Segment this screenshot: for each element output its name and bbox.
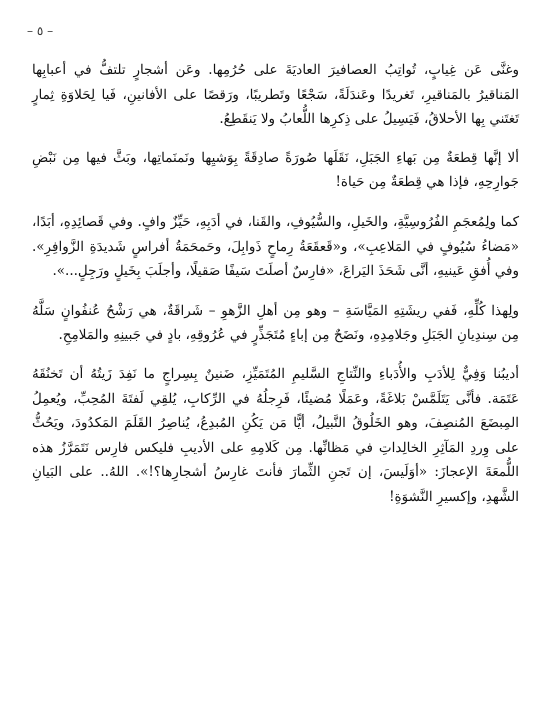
page-number: – ٥ –: [27, 24, 54, 38]
paragraph-2: ألا إنَّها قِطعَةٌ مِن بَهاءِ الجَبَلِ، نَقَلَها صُورَةً صادِقَةً بِوَشيِها ونَمنَماتِها، وبَثَّ فيها مِن نَبْضِ جَوارِحِهِ، فإذا هي قِطعَةٌ مِن حَياة!: [32, 149, 519, 191]
paragraph-3: كما ولِمُعجَمِ الفُرُوسِيَّةِ، والخَيلِ، والسُّيُوفِ، والقَنا، في أدَبِهِ، حَيِّزٌ وافٍ. وفي قَصائِدِهِ، أبَدًا، «مَضاءُ سُيُوفٍ في المَلاعِبِ»، و«قَعقَعَةُ رِماحٍ ذَوابِلَ، وحَمحَمَةُ أفراسٍ شَديدَةِ الزَّوافِرِ». وفي أُفقِ عَينيهِ، أنَّى شَحَذَ اليَراعَ، «فارِسٌ أصلَتَ سَيفًا صَقيلًا، وأجلَبَ بِخَيلٍ ورَجِلٍ...».: [32, 213, 519, 280]
paragraph-4: ولِهذا كُلِّهِ، فَفي ريشَتِهِ المَيَّاسَةِ – وهو مِن أهلِ الزَّهوِ – شَراقَةٌ، هي رَشْحُ عُنفُوانٍ سَلَّهُ مِن سِندِيانِ الجَبَلِ وجَلامِدِهِ، ونَضَحٌ مِن إباءٍ مُتَجَذِّرٍ في عُرُوقِهِ، بادٍ في جَبينِهِ والمَلامِحِ.: [32, 302, 519, 344]
page-body: [32, 58, 519, 524]
paragraph-1: وغنَّى عَن غِيابٍ، تُواتِبُ العصافيرَ العاديَةَ على حُرُمِها. وعَن أشجارٍ تلتفُّ في أعبابِها المَناقيرُ بالمَناقيرِ، تَغريدًا وعَندَلَةً، سَجْعًا وتَطريبًا، ورَقصًا على الأفانينِ، فَيا لِحَلاوَةِ ثِمارٍ تَغتَني بِها الأحلاقُ، فَيَسِيلُ على ذِكرِها اللُّعابُ ولا يَنقَطِعُ.: [32, 62, 519, 128]
paragraph-5: أديبُنا وَفِيٌّ لِلأدَبِ والأُدَباءِ والنِّتاجِ السَّليمِ المُتَمَيِّزِ، ضَنينٌ بِسِراجٍ ما نَفِدَ زَيتُهُ أن تَخنُقَهُ عَتَمَة. فأنَّى يَتَلَمَّسْ بَلاغَةً، وعَمَلًا مُضيئًا، فَرِجلُهُ في الرِّكابِ، يُلقِي لَفتَةَ المُحِبِّ، ويُعمِلُ المِبضَعَ المُنصِفَ، وهو الخَلُوقُ النَّبيلُ، أيًّا مَن يَكُنِ المُبدِعُ، يُناصِرُ القَلَمَ المَكدُودَ، ويَحُثُّ على وِردِ المَآثِرِ الخالِداتِ في مَظانِّها. مِن كَلامِهِ على الأديبِ فليكس فارِس نَتَمَرَّزُ هذه اللُّمعَةَ الإعجازَ: «أوَلَيسَ، إن تَجنِ الثِّمارَ فأنتَ غارِسُ أشجارِها؟!». اللهُ.. على البَيانِ الشَّهدِ، وإكسيرِ النَّشوَةِ!: [32, 365, 519, 505]
